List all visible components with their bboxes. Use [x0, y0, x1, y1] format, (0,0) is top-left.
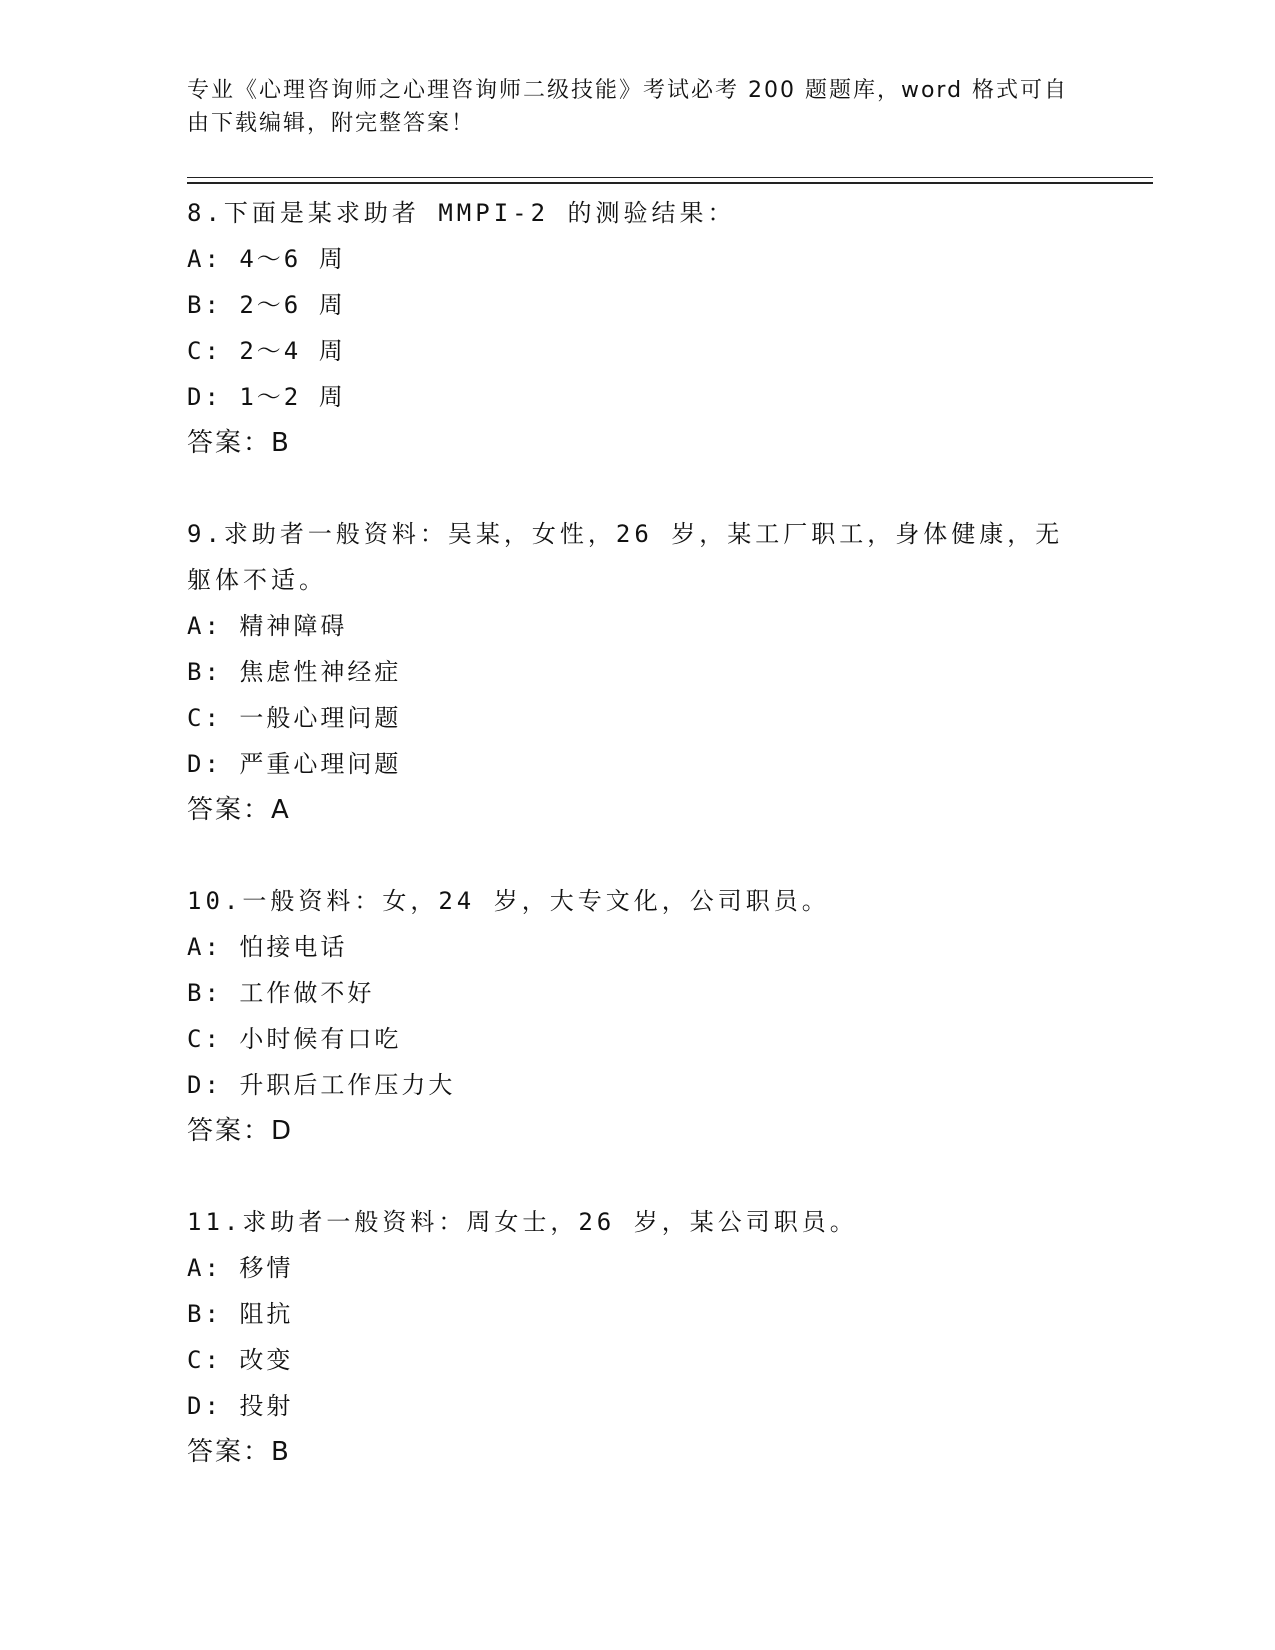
option-a: A: 精神障碍 — [187, 612, 348, 640]
answer-line: 答案：A — [187, 795, 291, 825]
header-rule-thick — [187, 182, 1153, 184]
document-header — [187, 74, 1087, 140]
option-b: B: 工作做不好 — [187, 979, 375, 1007]
option-b: B: 阻抗 — [187, 1300, 294, 1328]
answer-line: 答案：D — [187, 1116, 294, 1146]
answer-line: 答案：B — [187, 428, 291, 458]
option-c: C: 改变 — [187, 1346, 294, 1374]
question-item — [187, 511, 1087, 833]
option-b: B: 焦虑性神经症 — [187, 658, 402, 686]
option-a: A: 4～6 周 — [187, 245, 346, 273]
question-stem-continued: 躯体不适。 — [187, 566, 327, 594]
question-stem: 11.求助者一般资料：周女士，26 岁，某公司职员。 — [187, 1208, 858, 1236]
option-d: D: 1～2 周 — [187, 383, 346, 411]
option-b: B: 2～6 周 — [187, 291, 346, 319]
option-c: C: 小时候有口吃 — [187, 1025, 402, 1053]
option-c: C: 2～4 周 — [187, 337, 346, 365]
option-d: D: 严重心理问题 — [187, 750, 402, 778]
question-stem: 8.下面是某求助者 MMPI-2 的测验结果： — [187, 199, 736, 227]
question-item — [187, 878, 1087, 1154]
question-item — [187, 1199, 1087, 1475]
header-rule-thin — [187, 177, 1153, 178]
question-stem: 10.一般资料：女，24 岁，大专文化，公司职员。 — [187, 887, 830, 915]
header-line-2: 由下载编辑，附完整答案！ — [187, 111, 476, 136]
option-c: C: 一般心理问题 — [187, 704, 402, 732]
option-d: D: 投射 — [187, 1392, 294, 1420]
question-list — [187, 190, 1087, 1520]
option-a: A: 怕接电话 — [187, 933, 348, 961]
question-item — [187, 190, 1087, 466]
header-line-1: 专业《心理咨询师之心理咨询师二级技能》考试必考 200 题题库，word 格式可自 — [187, 78, 1069, 103]
answer-line: 答案：B — [187, 1437, 291, 1467]
option-d: D: 升职后工作压力大 — [187, 1071, 456, 1099]
question-stem: 9.求助者一般资料：吴某，女性，26 岁，某工厂职工，身体健康，无 — [187, 520, 1064, 548]
option-a: A: 移情 — [187, 1254, 294, 1282]
